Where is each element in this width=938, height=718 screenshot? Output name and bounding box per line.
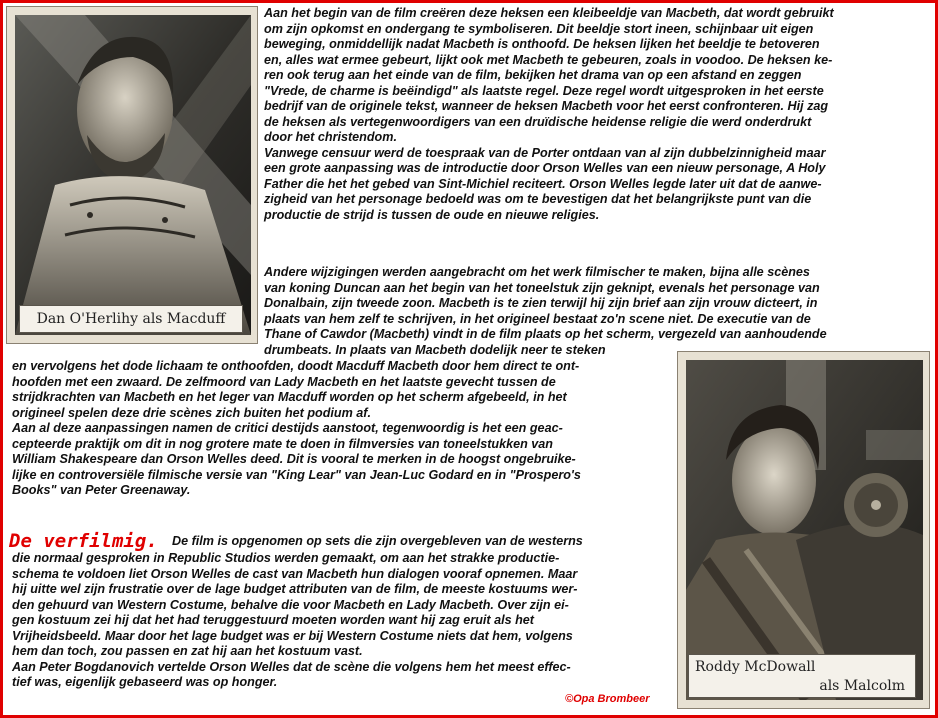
paragraph-wijzigingen-bottom: en vervolgens het dode lichaam te onthoofden, doodt Macduff Macbeth door hem direct te ont- hoofden met een zwaard. De zelfmoord van Lady Macbeth en het laatste gevecht tussen de strijdkrachten van Macbeth en het leger van Macduff worden op het scherm afgebeeld, in het origineel spelen deze drie scènes zich buiten het podium af. Aan al deze aanpassingen namen de critici destijds aanstoot, tegenwoordig is het een geac- cepteerde praktijk om dit in nog grotere mate te doen in filmversies van toneelstukken van William Shakespeare dan Orson Welles deed. Dit is vooral te merken in de hoogst ongebruike- lijke en controversiële filmische versie van "King Lear" van Jean-Luc Godard en in "Prospero's Books" van Peter Greenaway. bbox=[12, 359, 581, 497]
malcolm-caption-line1: Roddy McDowall bbox=[695, 659, 816, 675]
macduff-caption bbox=[19, 305, 243, 333]
paragraph-verfilming: die normaal gesproken in Republic Studios werden gemaakt, om aan het strakke productie- schema te voldoen liet Orson Welles de cast van Macbeth hun dialogen vooraf opnemen. Maar hij uitte wel zijn frustratie over de lage budget attributen van de film, de meeste kostuums wer- den gehuurd van Western Costume, behalve die voor Macbeth en Lady Macbeth. Over zijn ei- gen kostuum zei hij dat het had teruggestuurd moeten worden want hij zag eruit als het Vrijheidsbeeld. Maar door het lage budget was er bij Western Costume niets dat hem, volgens hem dan toch, zou passen en zat hij aan het kostuum vast. Aan Peter Bogdanovich vertelde Orson Welles dat de scène die volgens hem het meest effec- tief was, eigenlijk gebaseerd was op honger. bbox=[12, 551, 578, 689]
section-heading: De verfilmig. bbox=[9, 530, 158, 552]
paragraph-verfilming-first-line: De film is opgenomen op sets die zijn overgebleven van de westerns bbox=[172, 534, 583, 548]
paragraph-wijzigingen-top: Andere wijzigingen werden aangebracht om het werk filmischer te maken, bijna alle scènes van koning Duncan aan het begin van het toneelstuk zijn geknipt, evenals het personage van Donalbain, zijn tweede zoon. Macbeth is te zien terwijl hij zijn brief aan zijn vrouw dicteert, in plaats van hem zelf te schrijven, in het origineel bestaat zo'n scene niet. De executie van de Thane of Cawdor (Macbeth) vindt in de film plaats op het scherm, vergezeld van aanhoudende drumbeats. In plaats van Macbeth dodelijk neer te steken bbox=[264, 265, 827, 357]
macduff-photo-image bbox=[15, 15, 251, 335]
malcolm-photo-frame bbox=[677, 351, 930, 709]
macduff-caption-text: Dan O'Herlihy als Macduff bbox=[36, 311, 226, 327]
paragraph-heksen: Aan het begin van de film creëren deze heksen een kleibeeldje van Macbeth, dat wordt gebruikt om zijn opkomst en ondergang te symboliseren. Dit beeldje stort ineen, schijnbaar uit eigen beweging, onmiddellijk nadat Macbeth is onthoofd. De heksen lijken het beeldje te betoveren en, alles wat ermee gebeurt, lijkt ook met Macbeth te gebeuren, zoals in voodoo. De heksen ke- ren ook terug aan het einde van de film, bekijken het drama van op een afstand en zeggen "Vrede, de charme is beëindigd" als laatste regel. Deze regel wordt uitgesproken in het eerste bedrijf van de originele tekst, wanneer de heksen Macbeth voor het eerst confronteren. Hij zag de heksen als vertegenwoordigers van een druïdische heidense religie die werd onderdrukt door het christendom. Vanwege censuur werd de toespraak van de Porter ontdaan van al zijn dubbelzinnigheid maar een grote aanpassing was de introductie door Orson Welles van een nieuw personage, A Holy Father die het het gebed van Sint-Michiel reciteert. Orson Welles legde later uit dat de aanwe- zigheid van het personage bedoeld was om te bevestigen dat het belangrijkste punt van die productie de strijd is tussen de oude en nieuwe religies. bbox=[264, 6, 834, 222]
malcolm-caption bbox=[688, 654, 916, 698]
macduff-photo-frame bbox=[6, 6, 258, 344]
macduff-photo bbox=[15, 15, 251, 335]
author-credit: ©Opa Brombeer bbox=[565, 693, 650, 705]
malcolm-photo bbox=[686, 360, 923, 700]
malcolm-photo-image bbox=[686, 360, 923, 700]
malcolm-caption-line2: als Malcolm bbox=[819, 678, 905, 694]
